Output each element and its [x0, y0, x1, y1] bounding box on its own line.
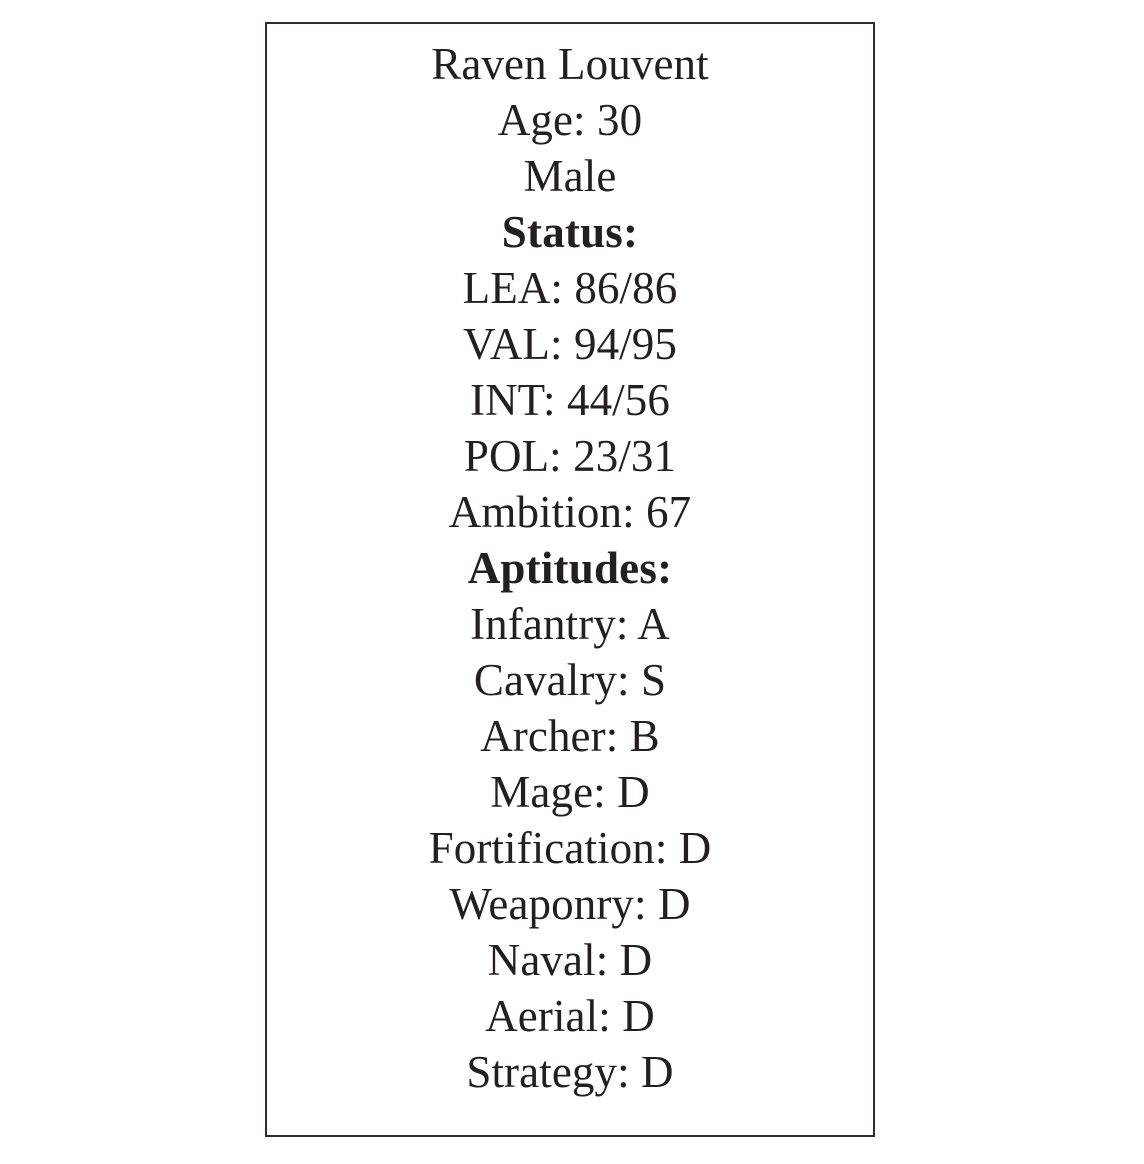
character-age: Age: 30 — [497, 95, 643, 145]
aptitude-naval: Naval: D — [487, 935, 653, 985]
character-gender: Male — [523, 151, 617, 201]
stat-val: VAL: 94/95 — [463, 319, 677, 369]
aptitude-infantry: Infantry: A — [470, 599, 670, 649]
character-card-content — [267, 36, 873, 1100]
stat-ambition: Ambition: 67 — [448, 487, 692, 537]
aptitude-aerial: Aerial: D — [485, 991, 655, 1041]
aptitudes-section-header: Aptitudes: — [467, 543, 673, 593]
stat-pol: POL: 23/31 — [463, 431, 677, 481]
aptitude-fortification: Fortification: D — [428, 823, 712, 873]
character-info-card — [265, 22, 875, 1137]
aptitude-strategy: Strategy: D — [466, 1047, 674, 1097]
stat-lea: LEA: 86/86 — [462, 263, 678, 313]
stat-int: INT: 44/56 — [470, 375, 670, 425]
aptitude-cavalry: Cavalry: S — [473, 655, 667, 705]
character-name: Raven Louvent — [431, 39, 709, 89]
aptitude-mage: Mage: D — [490, 767, 650, 817]
status-section-header: Status: — [501, 207, 639, 257]
aptitude-archer: Archer: B — [480, 711, 660, 761]
aptitude-weaponry: Weaponry: D — [449, 879, 691, 929]
